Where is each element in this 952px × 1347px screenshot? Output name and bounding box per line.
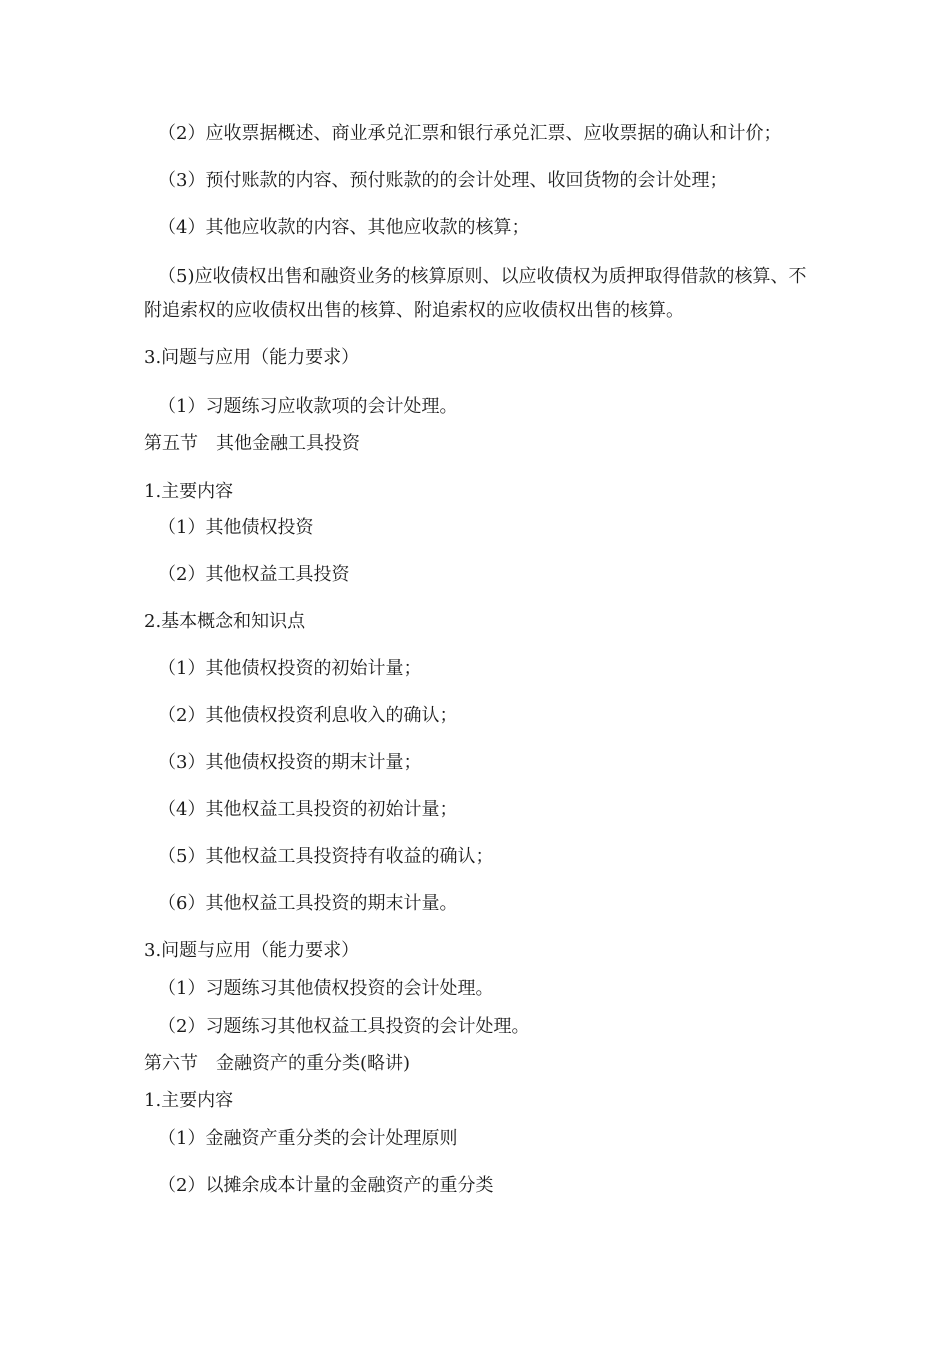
list-item: （1）其他债权投资 bbox=[158, 517, 314, 538]
subheading: 3.问题与应用（能力要求） bbox=[144, 347, 360, 368]
subheading: 3.问题与应用（能力要求） bbox=[144, 940, 360, 961]
list-item: （1）习题练习其他债权投资的会计处理。 bbox=[158, 978, 494, 999]
paragraph: （5)应收债权出售和融资业务的核算原则、以应收债权为质押取得借款的核算、不附追索权的应收债权出售的核算、附追索权的应收债权出售的核算。 bbox=[144, 266, 807, 321]
list-item: （6）其他权益工具投资的期末计量。 bbox=[158, 893, 458, 914]
subheading: 2.基本概念和知识点 bbox=[144, 611, 306, 632]
list-item: （1）其他债权投资的初始计量； bbox=[158, 658, 422, 679]
list-item: （3）其他债权投资的期末计量； bbox=[158, 752, 422, 773]
list-item: （1）金融资产重分类的会计处理原则 bbox=[158, 1128, 458, 1149]
list-item: （2）习题练习其他权益工具投资的会计处理。 bbox=[158, 1016, 530, 1037]
list-item: （5）其他权益工具投资持有收益的确认； bbox=[158, 846, 494, 867]
list-item: （2）以摊余成本计量的金融资产的重分类 bbox=[158, 1175, 494, 1196]
list-item: （2）其他债权投资利息收入的确认； bbox=[158, 705, 458, 726]
list-item: （1）习题练习应收款项的会计处理。 bbox=[158, 396, 458, 417]
list-item: （3）预付账款的内容、预付账款的的会计处理、收回货物的会计处理； bbox=[158, 170, 728, 191]
list-item: （4）其他应收款的内容、其他应收款的核算； bbox=[158, 217, 530, 238]
list-item: （2）应收票据概述、商业承兑汇票和银行承兑汇票、应收票据的确认和计价； bbox=[158, 123, 782, 144]
list-item: （2）其他权益工具投资 bbox=[158, 564, 350, 585]
section-heading: 第六节 金融资产的重分类(略讲) bbox=[144, 1053, 411, 1074]
section-heading: 第五节 其他金融工具投资 bbox=[144, 433, 360, 454]
subheading: 1.主要内容 bbox=[144, 481, 234, 502]
subheading: 1.主要内容 bbox=[144, 1090, 234, 1111]
list-item: （4）其他权益工具投资的初始计量； bbox=[158, 799, 458, 820]
